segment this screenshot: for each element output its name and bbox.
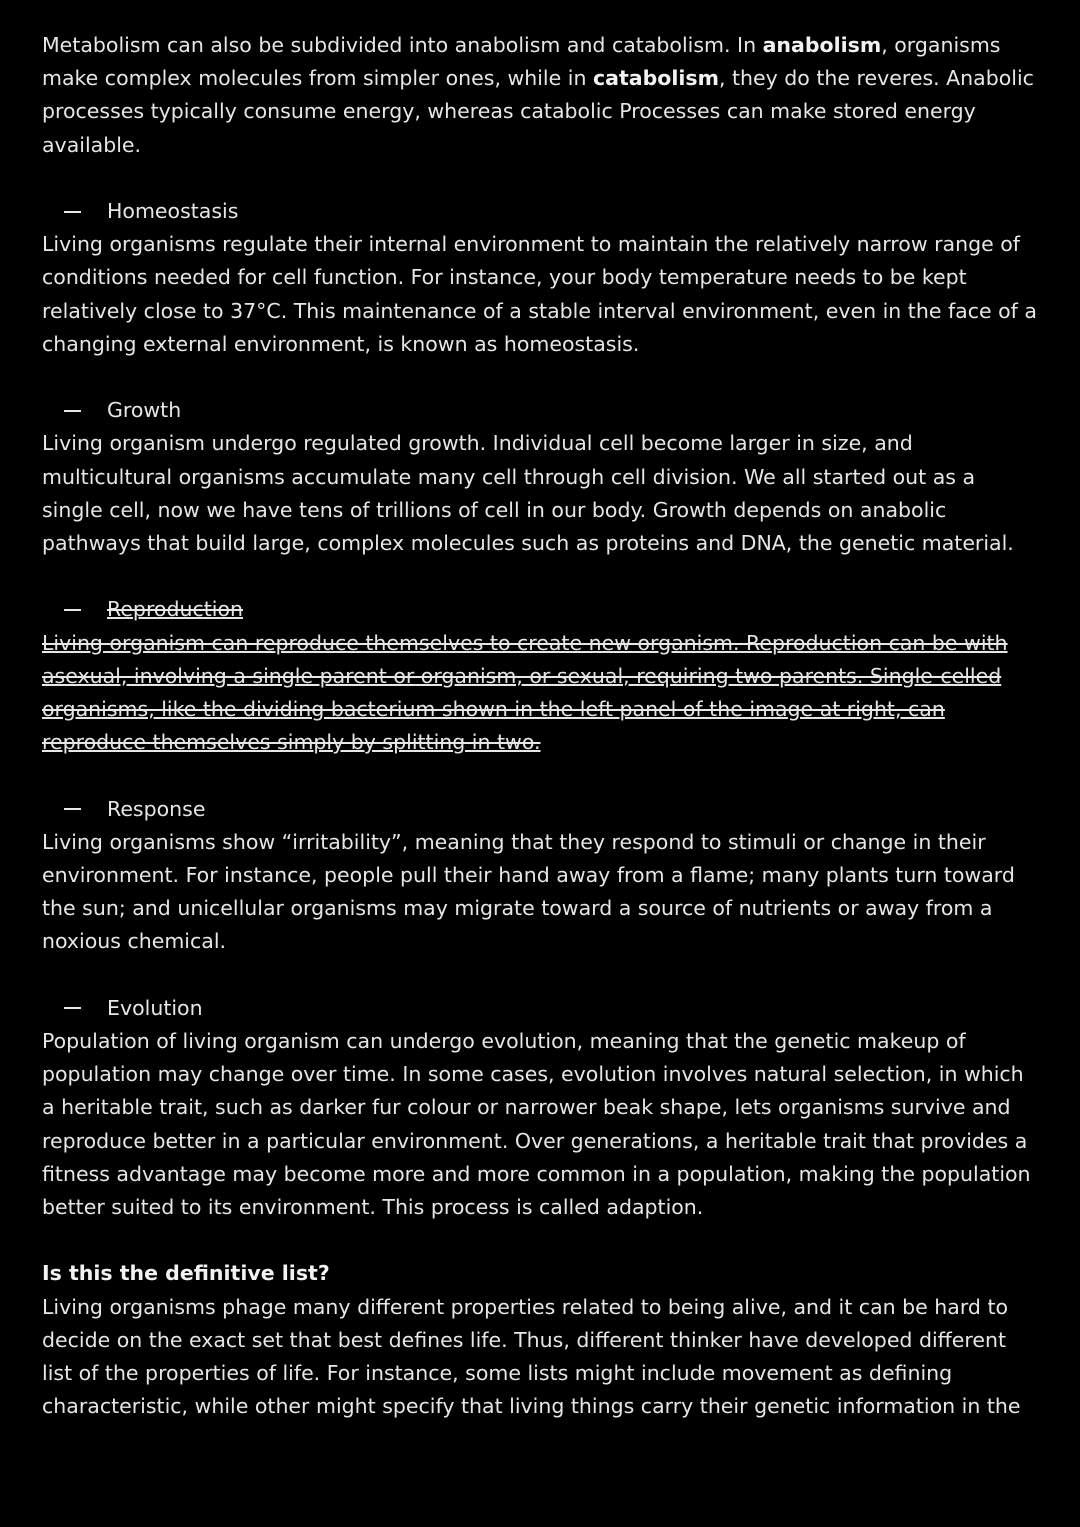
section-title-response: Response — [107, 796, 206, 821]
closing-body: Living organisms phage many different properties related to being alive, and it can be hard to decide on the exact set that best defines life. Thus, different thinker have developed different list of the properties of life. For instance, some lists might include movement as defining characteristic, while other might specify that living things carry their genetic information in the — [42, 1294, 1021, 1419]
term-anabolism: anabolism — [762, 33, 882, 57]
section-heading-evolution — [42, 992, 1040, 1025]
dash-bullet-icon — [64, 1007, 81, 1009]
section-title-homeostasis: Homeostasis — [107, 199, 239, 223]
section-title-growth: Growth — [107, 398, 182, 423]
spacer — [42, 361, 1040, 394]
section-body-reproduction: Living organism can reproduce themselves to create new organism. Reproduction can be with asexual, involving a single parent or organism, or sexual, requiring two parents. Single-celled organisms, like the dividing bacterium shown in the left panel of the image at right, can reproduce themselves simply by splitting in two. — [42, 630, 1008, 755]
dash-bullet-icon — [64, 808, 81, 810]
section-body-homeostasis: Living organisms regulate their internal environment to maintain the relatively narrow range of conditions needed for cell function. For instance, your body temperature needs to be kept relatively close to 37°C. This maintenance of a stable interval environment, even in the face of a changing external environment, is known as homeostasis. — [42, 232, 1037, 356]
section-heading-homeostasis — [42, 195, 1040, 228]
dash-bullet-icon — [64, 609, 81, 611]
section-title-reproduction: Reproduction — [107, 597, 244, 622]
spacer — [42, 959, 1040, 992]
section-body-response: Living organisms show “irritability”, meaning that they respond to stimuli or change in their environment. For instance, people pull their hand away from a flame; many plants turn toward the sun; and unicellular organisms may migrate toward a source of nutrients or away from a noxious chemical. — [42, 829, 1015, 954]
intro-text-2: , organisms make complex molecules from simpler ones, while in — [42, 33, 1001, 91]
term-catabolism: catabolism — [592, 66, 719, 91]
intro-text-1: Metabolism can also be subdivided into anabolism and catabolism. In — [42, 33, 763, 57]
spacer — [42, 162, 1040, 195]
intro-paragraph — [42, 29, 1040, 162]
spacer — [42, 1224, 1040, 1257]
spacer — [42, 759, 1040, 792]
section-heading-response — [42, 793, 1040, 826]
section-heading-reproduction — [42, 593, 1040, 626]
section-heading-growth — [42, 394, 1040, 427]
closing-heading: Is this the definitive list? — [42, 1261, 330, 1286]
section-body-evolution: Population of living organism can undergo evolution, meaning that the genetic makeup of population may change over time. In some cases, evolution involves natural selection, in which a heritable trait, such as darker fur colour or narrower beak shape, lets organisms survive and reproduce better in a particular environment. Over generations, a heritable trait that provides a fitness advantage may become more and more common in a population, making the population better suited to its environment. This process is called adaption. — [42, 1029, 1031, 1220]
section-title-evolution: Evolution — [107, 995, 203, 1020]
intro-text-3: , they do the reveres. Anabolic processes typically consume energy, whereas catabolic Processes can make stored energy available. — [42, 66, 1034, 157]
dash-bullet-icon — [64, 410, 81, 412]
spacer — [42, 560, 1040, 593]
section-body-growth: Living organism undergo regulated growth. Individual cell become larger in size, and multicultural organisms accumulate many cell through cell division. We all started out as a single cell, now we have tens of trillions of cell in our body. Growth depends on anabolic pathways that build large, complex molecules such as proteins and DNA, the genetic material. — [42, 431, 1014, 556]
dash-bullet-icon — [64, 211, 81, 213]
